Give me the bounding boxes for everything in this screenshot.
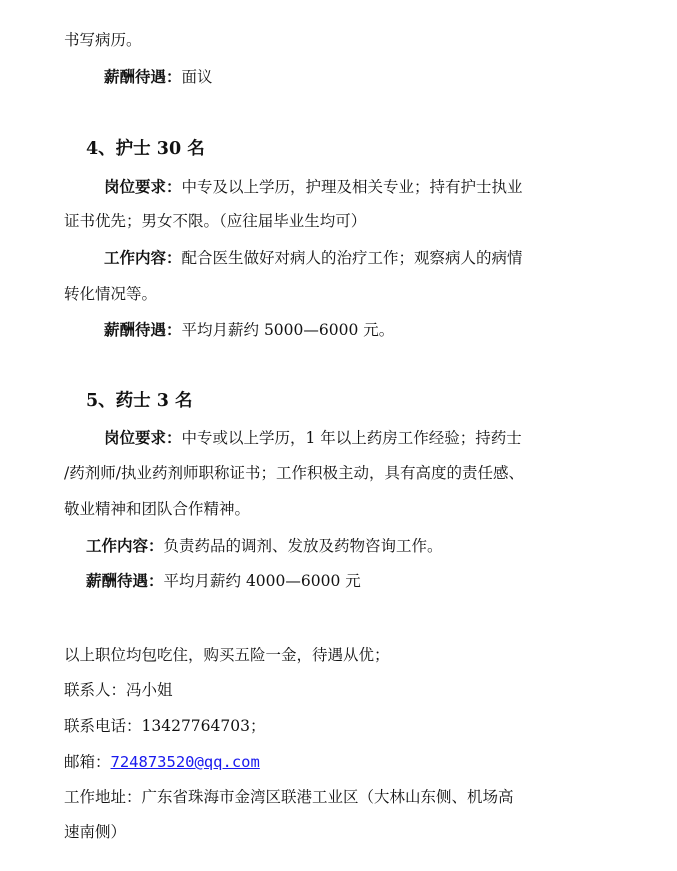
prev-salary-label: 薪酬待遇：: [104, 67, 182, 86]
section-5-salary-value: 平均月薪约 4000—6000 元: [163, 572, 361, 590]
section-5-salary: [86, 571, 361, 591]
email-label: 邮箱：: [64, 753, 111, 771]
section-4-salary-value: 平均月薪约 5000—6000 元。: [181, 321, 395, 339]
section-5-requirements: [104, 428, 522, 448]
section-4-work-line2: 转化情况等。: [64, 285, 158, 303]
section-4-salary: [104, 320, 394, 340]
section-4-req-line1: 中专及以上学历，护理及相关专业；持有护士执业: [181, 178, 523, 196]
prev-salary-value: 面议: [181, 68, 213, 86]
section-4-work-label: 工作内容：: [104, 248, 182, 267]
section-5-work-label: 工作内容：: [86, 536, 164, 555]
benefits-text: 以上职位均包吃住，购买五险一金，待遇从优；: [64, 646, 390, 664]
section-5-work-value: 负责药品的调剂、发放及药物咨询工作。: [163, 537, 443, 555]
section-5-work: [86, 536, 443, 556]
email-link[interactable]: 724873520@qq.com: [110, 753, 260, 771]
address-line1: 工作地址：广东省珠海市金湾区联港工业区（大林山东侧、机场高: [64, 788, 514, 806]
section-5-req-label: 岗位要求：: [104, 428, 182, 447]
section-4-work-line1: 配合医生做好对病人的治疗工作；观察病人的病情: [181, 249, 523, 267]
section-4-req-line2: 证书优先；男女不限。（应往届毕业生均可）: [64, 212, 367, 230]
contact-phone: 联系电话：13427764703；: [64, 717, 266, 735]
prev-section-continuation: 书写病历。: [64, 31, 142, 49]
section-5-heading: 5、药士 3 名: [86, 391, 193, 411]
contact-person: 联系人：冯小姐: [64, 681, 173, 699]
section-5-req-line2: /药剂师/执业药剂师职称证书；工作积极主动，具有高度的责任感、: [64, 464, 524, 482]
section-4-work: [104, 248, 523, 268]
section-4-salary-label: 薪酬待遇：: [104, 320, 182, 339]
section-4-requirements: [104, 177, 523, 197]
section-5-salary-label: 薪酬待遇：: [86, 571, 164, 590]
section-4-heading: 4、护士 30 名: [86, 139, 205, 159]
section-5-req-line3: 敬业精神和团队合作精神。: [64, 500, 251, 518]
section-5-req-line1: 中专或以上学历，1 年以上药房工作经验；持药士: [181, 429, 522, 447]
address-line2: 速南侧）: [64, 823, 127, 841]
email-row: [64, 752, 260, 772]
prev-salary-row: [104, 67, 213, 87]
section-4-req-label: 岗位要求：: [104, 177, 182, 196]
